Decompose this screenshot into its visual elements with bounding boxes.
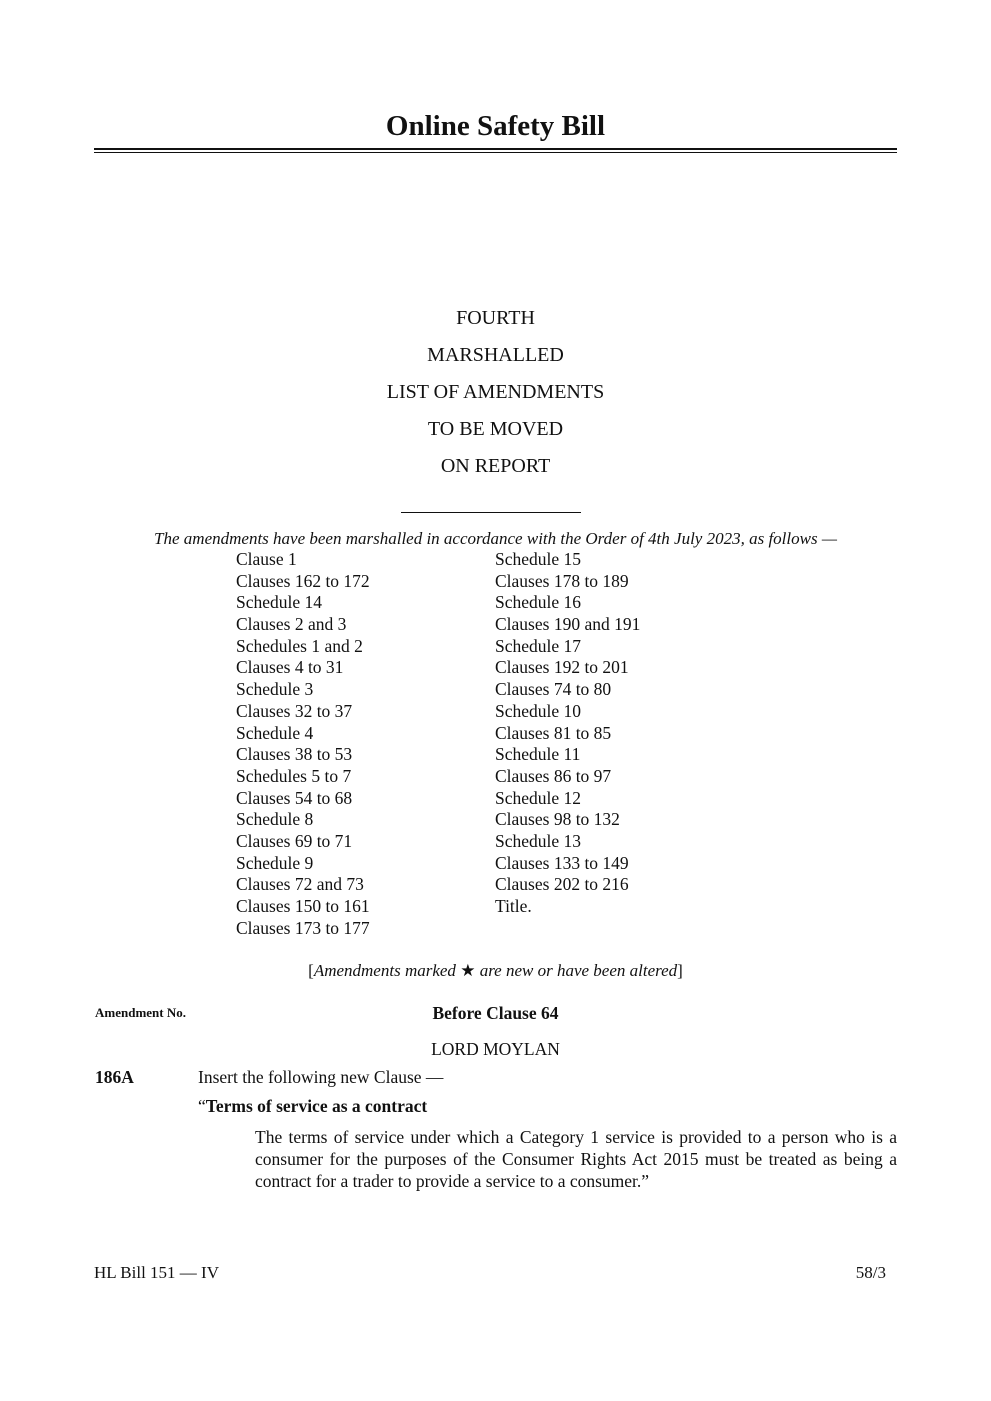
note-text-after: are new or have been altered xyxy=(475,961,678,980)
order-item: Schedule 16 xyxy=(495,592,582,613)
order-item: Clauses 2 and 3 xyxy=(236,614,347,635)
order-item: Clauses 38 to 53 xyxy=(236,744,353,765)
order-item: Clauses 162 to 172 xyxy=(236,570,370,591)
order-item: Clauses 74 to 80 xyxy=(495,679,612,700)
order-item: Clauses 202 to 216 xyxy=(495,874,629,895)
note-text-before: Amendments marked xyxy=(313,961,461,980)
order-item: Schedule 10 xyxy=(495,700,582,721)
order-item: Schedule 8 xyxy=(236,809,314,830)
order-list-left xyxy=(236,549,370,939)
order-item: Clauses 86 to 97 xyxy=(495,765,612,786)
amendment-mover: LORD MOYLAN xyxy=(431,1039,560,1059)
order-item: Clauses 54 to 68 xyxy=(236,787,353,808)
amendment-instruction: Insert the following new Clause — xyxy=(198,1067,444,1087)
order-item: Clause 1 xyxy=(236,549,297,569)
note-bracket-close: ] xyxy=(677,961,683,980)
document-title: Online Safety Bill xyxy=(385,110,606,142)
order-item: Clauses 32 to 37 xyxy=(236,700,353,721)
amendment-number-label: Amendment No. xyxy=(95,1005,186,1020)
new-clause-title-text: Terms of service as a contract xyxy=(205,1096,428,1116)
order-item: Clauses 150 to 161 xyxy=(236,896,370,916)
heading-line: ON REPORT xyxy=(440,455,551,477)
order-item: Schedule 3 xyxy=(236,679,314,700)
heading-line: TO BE MOVED xyxy=(427,418,564,440)
heading-line: MARSHALLED xyxy=(427,344,564,366)
order-item: Clauses 98 to 132 xyxy=(495,809,620,830)
order-item: Schedule 11 xyxy=(495,744,581,765)
marshalling-intro: The amendments have been marshalled in accordance with the Order of 4th July 2023, as follows — xyxy=(154,529,837,548)
order-item: Clauses 190 and 191 xyxy=(495,614,641,635)
order-list-right xyxy=(495,549,640,918)
order-item: Schedule 4 xyxy=(236,722,314,743)
order-item: Schedule 13 xyxy=(495,830,582,851)
order-item: Clauses 178 to 189 xyxy=(495,570,629,591)
new-clause-title xyxy=(198,1095,427,1117)
title-rule-thin xyxy=(94,152,897,153)
order-item: Schedules 5 to 7 xyxy=(236,765,352,786)
page-reference: 58/3 xyxy=(855,1263,886,1282)
order-item: Clauses 133 to 149 xyxy=(495,852,629,873)
section-divider xyxy=(401,512,581,513)
order-item: Clauses 4 to 31 xyxy=(236,657,344,678)
star-icon: ★ xyxy=(460,961,476,980)
bill-reference: HL Bill 151 — IV xyxy=(94,1263,219,1282)
order-item: Schedule 15 xyxy=(495,549,582,569)
amendment-number: 186A xyxy=(95,1067,134,1087)
altered-amendments-note xyxy=(0,960,991,982)
order-item: Title. xyxy=(495,896,532,916)
order-item: Schedule 17 xyxy=(495,635,582,656)
order-item: Schedule 9 xyxy=(236,852,314,873)
heading-line: LIST OF AMENDMENTS xyxy=(386,381,605,403)
order-item: Clauses 72 and 73 xyxy=(236,874,364,895)
order-item: Clauses 69 to 71 xyxy=(236,830,353,851)
order-item: Clauses 192 to 201 xyxy=(495,657,629,678)
list-heading xyxy=(0,305,991,490)
heading-line: FOURTH xyxy=(456,307,535,329)
order-item: Schedules 1 and 2 xyxy=(236,635,363,656)
title-rule-thick xyxy=(94,148,897,150)
new-clause-body: The terms of service under which a Category 1 service is provided to a person who is a consumer for the purposes of the Consumer Rights Act 2015 must be treated as being a contract for a trader to provide a service to a consumer.” xyxy=(255,1127,897,1191)
order-item: Schedule 12 xyxy=(495,787,582,808)
order-item: Clauses 173 to 177 xyxy=(236,917,370,938)
open-quote: “ xyxy=(198,1096,206,1116)
order-item: Schedule 14 xyxy=(236,592,323,613)
section-heading: Before Clause 64 xyxy=(432,1003,559,1023)
order-item: Clauses 81 to 85 xyxy=(495,722,612,743)
note-bracket-open: [ xyxy=(308,961,314,980)
